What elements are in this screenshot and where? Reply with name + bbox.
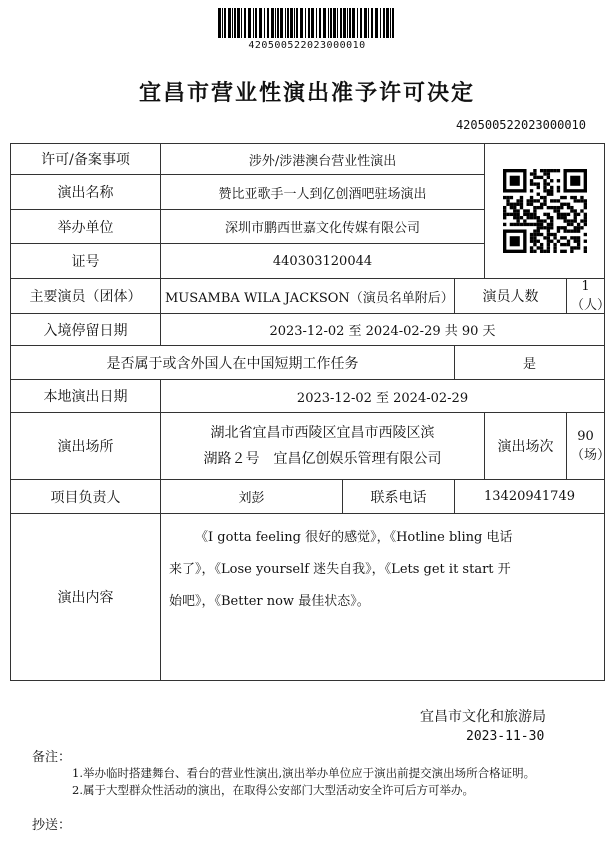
label-organizer: 举办单位 xyxy=(11,209,161,244)
label-license: 证号 xyxy=(11,244,161,279)
label-performer: 主要演员（团体） xyxy=(11,278,161,314)
value-permit-type: 涉外/涉港澳台营业性演出 xyxy=(161,144,485,175)
value-venue-line1: 湖北省宜昌市西陵区宜昌市西陵区滨 xyxy=(210,424,435,441)
label-phone: 联系电话 xyxy=(343,479,455,514)
value-show-name: 赞比亚歌手一人到亿创酒吧驻场演出 xyxy=(161,175,485,210)
label-sessions: 演出场次 xyxy=(485,412,567,479)
value-performer-count: 1（人） xyxy=(567,278,605,314)
value-performer: MUSAMBA WILA JACKSON（演员名单附后） xyxy=(161,278,455,314)
note-1: 1.举办临时搭建舞台、看台的营业性演出,演出举办单位应于演出前提交演出场所合格证明。 xyxy=(72,766,536,780)
row-performer xyxy=(11,278,605,314)
label-stay-dates: 入境停留日期 xyxy=(11,314,161,345)
issue-date: 2023-11-30 xyxy=(466,729,545,744)
value-stay-dates: 2023-12-02 至 2024-02-29 共 90 天 xyxy=(161,314,605,345)
label-permit-type: 许可/备案事项 xyxy=(11,144,161,175)
content-line1: 《I gotta feeling 很好的感觉》，《Hotline bling 电话 xyxy=(195,530,513,546)
value-venue-line2: 湖路２号 宜昌亿创娱乐管理有限公司 xyxy=(203,450,442,467)
row-content xyxy=(11,514,605,681)
label-show-name: 演出名称 xyxy=(11,175,161,210)
barcode xyxy=(218,8,396,38)
document-number: 420500522023000010 xyxy=(455,118,586,132)
value-content xyxy=(161,514,605,681)
row-foreign-task xyxy=(11,345,605,380)
value-foreign-task: 是 xyxy=(455,345,605,380)
row-stay-dates xyxy=(11,314,605,345)
cc-label: 抄送： xyxy=(32,818,72,833)
barcode-number: 420500522023000010 xyxy=(248,40,366,51)
row-permit-type xyxy=(11,144,605,175)
note-2: 2.属于大型群众性活动的演出，在取得公安部门大型活动安全许可后方可举办。 xyxy=(72,783,474,797)
qr-code xyxy=(503,169,587,253)
label-foreign-task: 是否属于或含外国人在中国短期工作任务 xyxy=(11,345,455,380)
value-local-dates: 2023-12-02 至 2024-02-29 xyxy=(161,380,605,412)
row-manager xyxy=(11,479,605,514)
permit-table xyxy=(10,143,611,681)
notes-title: 备注： xyxy=(32,750,72,765)
value-sessions: 90（场） xyxy=(567,412,605,479)
value-phone: 13420941749 xyxy=(455,479,605,514)
label-venue: 演出场所 xyxy=(11,412,161,479)
row-local-dates xyxy=(11,380,605,412)
issuer: 宜昌市文化和旅游局 xyxy=(420,709,546,725)
value-venue xyxy=(161,412,485,479)
row-venue xyxy=(11,412,605,479)
label-content: 演出内容 xyxy=(11,514,161,681)
page-title: 宜昌市营业性演出准予许可决定 xyxy=(138,80,475,106)
value-license: 440303120044 xyxy=(161,244,485,279)
label-performer-count: 演员人数 xyxy=(455,278,567,314)
content-line2: 来了》，《Lose yourself 迷失自我》，《Lets get it start 开 xyxy=(169,562,511,578)
value-manager: 刘彭 xyxy=(161,479,343,514)
qr-cell xyxy=(485,144,605,279)
value-organizer: 深圳市鹏西世嘉文化传媒有限公司 xyxy=(161,209,485,244)
label-local-dates: 本地演出日期 xyxy=(11,380,161,412)
label-manager: 项目负责人 xyxy=(11,479,161,514)
content-line3: 始吧》，《Better now 最佳状态》。 xyxy=(169,594,370,610)
